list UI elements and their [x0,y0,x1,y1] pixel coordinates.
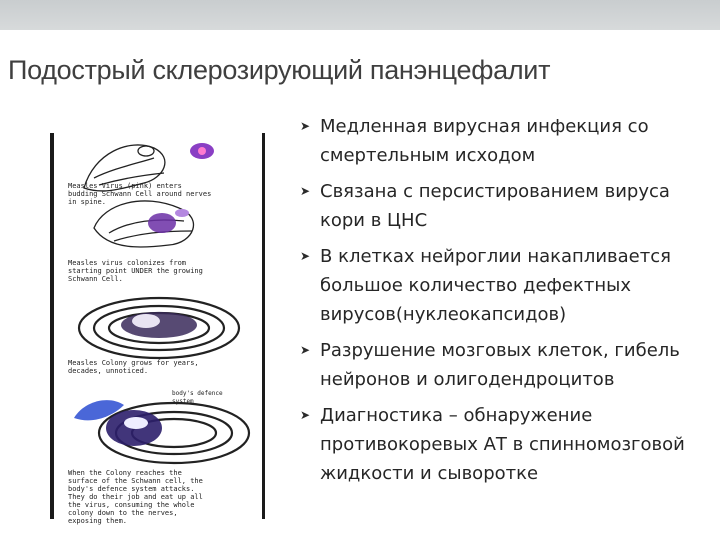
figure-caption-1-block [68,182,211,206]
bullet-text: Медленная вирусная инфекция со смертельным исходом [320,116,649,166]
figure-caption-4: surface of the Schwann cell, the [68,477,203,485]
figure-caption-4: the virus, consuming the whole [68,501,195,509]
figure-caption-2: Schwann Cell. [68,275,123,283]
figure-callout: body's defence [172,390,223,397]
bullet-text: Связана с персистированием вируса кори в ЦНС [320,181,670,231]
arrow-bullet-icon: ➤ [300,119,311,133]
bullet-item [300,112,705,170]
figure-caption-4: When the Colony reaches the [68,469,182,477]
figure-caption-4: colony down to the nerves, [68,509,178,517]
bullet-text: Разрушение мозговых клеток, гибель нейронов и олигодендроцитов [320,340,680,390]
figure-caption-2: Measles virus colonizes from [68,259,187,267]
figure-caption-3: Measles Colony grows for years, [68,359,199,367]
page-title: Подострый склерозирующий панэнцефалит [8,55,551,85]
figure-caption-4-block [68,469,203,525]
figure-caption-2-block [68,259,203,283]
figure-caption-1: budding Schwann Cell around nerves [68,190,212,198]
bullet-item [300,336,705,394]
arrow-bullet-icon: ➤ [300,249,311,263]
arrow-bullet-icon: ➤ [300,408,311,422]
figure-caption-2: starting point UNDER the growing [68,267,203,275]
bullet-text: В клетках нейроглии накапливается большое количество дефектных вирусов(нуклеокапсидов) [320,246,671,325]
arrow-bullet-icon: ➤ [300,343,311,357]
figure-caption-1: Measles Virus (pink) enters [68,182,182,190]
figure-caption-4: body's defence system attacks. [68,485,195,493]
illustration-svg [54,133,262,525]
bullet-item [300,177,705,235]
figure-caption-3-block [68,359,199,375]
arrow-bullet-icon: ➤ [300,184,311,198]
figure-caption-3: decades, unnoticed. [68,367,149,375]
bullet-item [300,401,705,488]
bullet-list [300,112,705,495]
figure-caption-4: They do their job and eat up all [68,493,203,501]
figure-caption-1: in spine. [68,198,106,206]
bullet-text: Диагностика – обнаружение противокоревых АТ в спинномозговой жидкости и сыворотке [320,405,685,484]
measles-illustration [50,133,265,525]
top-band [0,0,720,30]
figure-callout: system [172,398,194,405]
figure-caption-4: exposing them. [68,517,128,525]
bullet-item [300,242,705,329]
